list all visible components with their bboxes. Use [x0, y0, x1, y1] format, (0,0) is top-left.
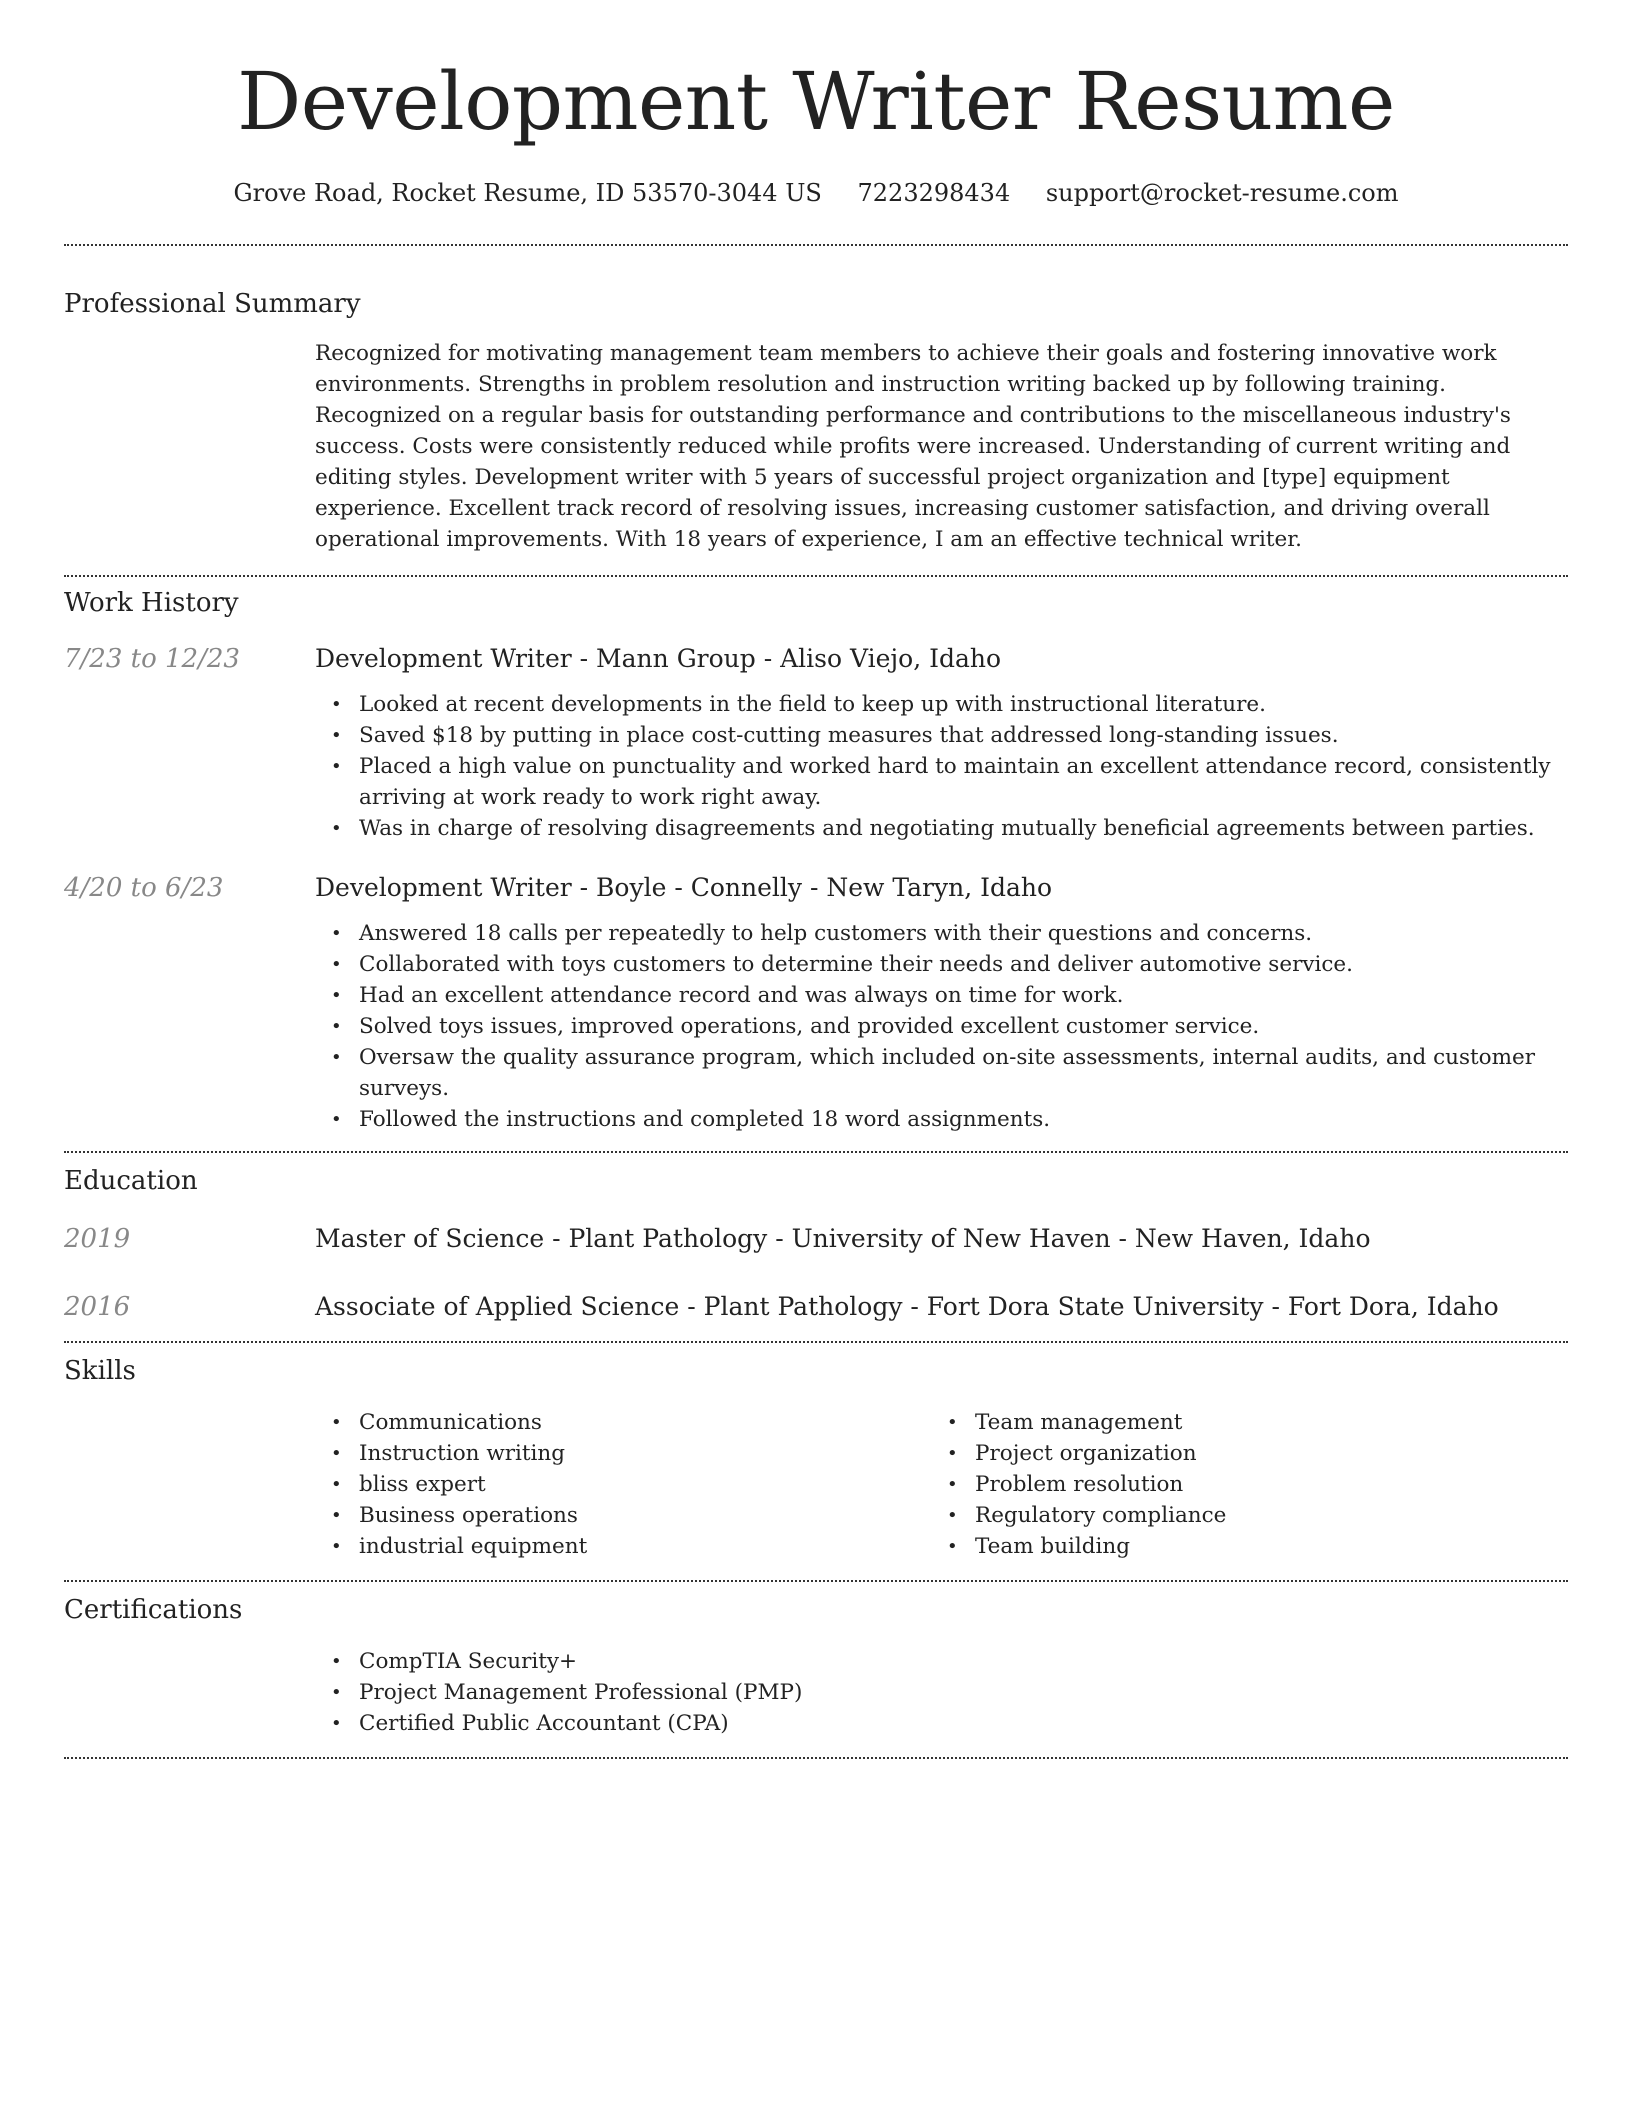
education-entry: [64, 1289, 1568, 1325]
summary-text: Recognized for motivating management team members to achieve their goals and fostering innovative work environments. Strengths in problem resolution and instruction writing backed up by following training. Recognized on a regular basis for outstanding performance and contributions to the miscellaneous industry's success. Costs were consistently reduced while profits were increased. Understanding of current writing and editing styles. Development writer with 5 years of successful project organization and [type] equipment experience. Excellent track record of resolving issues, increasing customer satisfaction, and driving overall operational improvements. With 18 years of experience, I am an effective technical writer.: [315, 341, 1511, 552]
list-item: • Problem resolution: [931, 1469, 1547, 1500]
contact-line: [64, 176, 1568, 210]
list-item: • Oversaw the quality assurance program, which included on-site assessments, internal audits, and customer surveys.: [315, 1042, 1568, 1104]
list-item: • Business operations: [315, 1500, 931, 1531]
list-item: • Team building: [931, 1531, 1547, 1562]
education-year: 2016: [64, 1292, 131, 1322]
list-item: • Had an excellent attendance record and was always on time for work.: [315, 980, 1568, 1011]
job-title: Development Writer - Boyle - Connelly - New Taryn, Idaho: [315, 873, 1053, 902]
list-item: • CompTIA Security+: [315, 1646, 1568, 1677]
education-year: 2019: [64, 1224, 131, 1254]
list-item: • Communications: [315, 1407, 931, 1438]
job-bullets: [315, 689, 1568, 844]
job-bullets: [315, 918, 1568, 1135]
skills-heading: Skills: [64, 1356, 136, 1386]
work-heading: Work History: [64, 588, 239, 618]
list-item: • Regulatory compliance: [931, 1500, 1547, 1531]
certifications-heading: Certifications: [64, 1595, 243, 1625]
list-item: • Project organization: [931, 1438, 1547, 1469]
summary-section: [64, 246, 1568, 555]
job-dates: 7/23 to 12/23: [64, 644, 240, 674]
education-degree: Associate of Applied Science - Plant Pathology - Fort Dora State University - Fort Dora, Idaho: [315, 1292, 1499, 1321]
list-item: • industrial equipment: [315, 1531, 931, 1562]
list-item: • Collaborated with toys customers to determine their needs and deliver automotive service.: [315, 949, 1568, 980]
education-entry: [64, 1221, 1568, 1257]
list-item: • Placed a high value on punctuality and worked hard to maintain an excellent attendance record, consistently arriving at work ready to work right away.: [315, 751, 1568, 813]
contact-email[interactable]: support@rocket-resume.com: [1045, 179, 1399, 207]
list-item: • Certified Public Accountant (CPA): [315, 1708, 1568, 1739]
list-item: • Team management: [931, 1407, 1547, 1438]
skills-list-right: [931, 1407, 1547, 1562]
summary-heading: Professional Summary: [64, 289, 361, 319]
list-item: • Looked at recent developments in the field to keep up with instructional literature.: [315, 689, 1568, 720]
skills-list-left: [315, 1407, 931, 1562]
education-section: [64, 1153, 1568, 1325]
job-entry: [64, 870, 1568, 1135]
job-entry: [64, 641, 1568, 844]
list-item: • Project Management Professional (PMP): [315, 1677, 1568, 1708]
skills-section: [64, 1343, 1568, 1562]
work-section: [64, 577, 1568, 1135]
list-item: • Saved $18 by putting in place cost-cutting measures that addressed long-standing issues.: [315, 720, 1568, 751]
list-item: • Followed the instructions and completed 18 word assignments.: [315, 1104, 1568, 1135]
resume-title: Development Writer Resume: [237, 55, 1395, 148]
list-item: • Answered 18 calls per repeatedly to help customers with their questions and concerns.: [315, 918, 1568, 949]
list-item: • Instruction writing: [315, 1438, 931, 1469]
contact-phone: 7223298434: [857, 179, 1011, 207]
contact-address: Grove Road, Rocket Resume, ID 53570-3044 US: [233, 179, 822, 207]
list-item: • Was in charge of resolving disagreements and negotiating mutually beneficial agreements between parties.: [315, 813, 1568, 844]
job-title: Development Writer - Mann Group - Aliso Viejo, Idaho: [315, 644, 1002, 673]
education-heading: Education: [64, 1166, 198, 1196]
list-item: • bliss expert: [315, 1469, 931, 1500]
certifications-section: [64, 1582, 1568, 1739]
certifications-list: [315, 1646, 1568, 1739]
education-degree: Master of Science - Plant Pathology - University of New Haven - New Haven, Idaho: [315, 1224, 1371, 1253]
divider: [64, 1757, 1568, 1759]
list-item: • Solved toys issues, improved operations, and provided excellent customer service.: [315, 1011, 1568, 1042]
job-dates: 4/20 to 6/23: [64, 873, 224, 903]
